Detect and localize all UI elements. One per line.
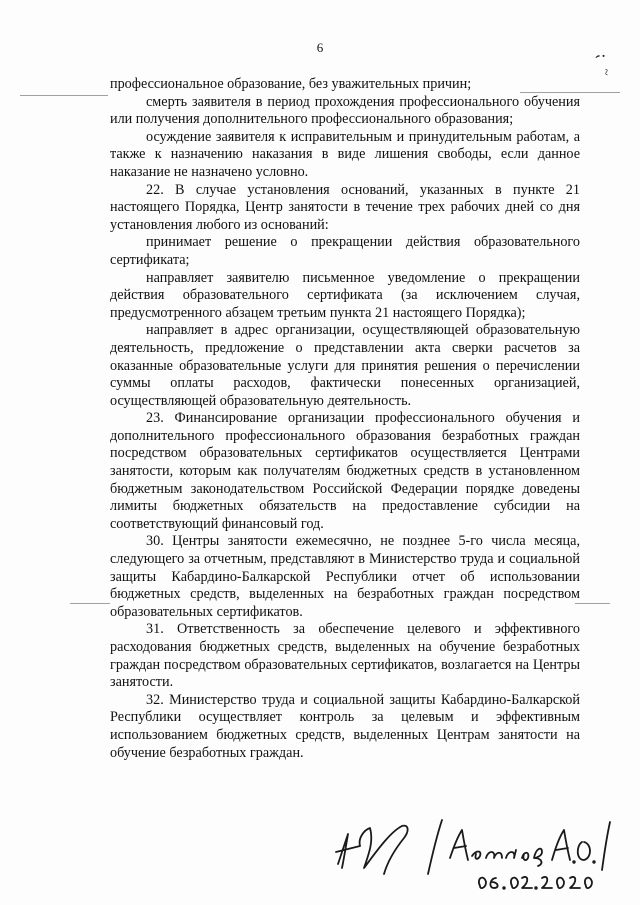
margin-mark: ~ bbox=[599, 68, 615, 76]
paragraph: 23. Финансирование организации профессионального обучения и дополнительного профессионального образования безработных граждан посредством образовательных сертификатов осуществляется Центрами занятости, которым как получателям бюджетных средств в установленном бюджетным законодательством Российской Федерации порядке доведены лимиты бюджетных обязательств на предоставление субсидии на соответствующий финансовый год. bbox=[110, 410, 580, 532]
paragraph: осуждение заявителя к исправительным и принудительным работам, а также к назначению наказания в виде лишения свободы, если данное наказание не назначено условно. bbox=[110, 128, 580, 180]
page-number: 6 bbox=[316, 40, 324, 55]
paragraph: направляет в адрес организации, осуществляющей образовательную деятельность, предложение о представлении акта сверки расчетов за оказанные образовательные услуги для принятия решения о перечислении суммы оплаты расходов, фактически понесенных организацией, осуществляющей образовательную деятельность. bbox=[110, 322, 580, 409]
paragraph: 31. Ответственность за обеспечение целевого и эффективного расходования бюджетных средств, выделенных на обучение безработных граждан посредством образовательных сертификатов, возлагается на Центры занятости. bbox=[110, 621, 580, 691]
scan-artifact-line bbox=[70, 603, 110, 604]
scan-artifact-line bbox=[575, 603, 610, 604]
signature-drawing bbox=[330, 812, 620, 892]
scan-artifact-line bbox=[20, 95, 108, 96]
paragraph: 32. Министерство труда и социальной защиты Кабардино-Балкарской Республики осуществляет контроль за целевым и эффективным использованием бюджетных средств, выделенных Центрам занятости на обучение безработных граждан. bbox=[110, 691, 580, 761]
document-body bbox=[110, 76, 580, 762]
margin-mark: ⁏ bbox=[593, 53, 611, 59]
paragraph: профессиональное образование, без уважительных причин; bbox=[110, 76, 472, 92]
paragraph: смерть заявителя в период прохождения профессионального обучения или получения дополнительного профессионального образования; bbox=[110, 93, 580, 128]
paragraph: 30. Центры занятости ежемесячно, не позднее 5-го числа месяца, следующего за отчетным, представляют в Министерство труда и социальной защиты Кабардино-Балкарской Республики отчет об использовании бюджетных средств, выделенных на безработных граждан посредством образовательных сертификатов. bbox=[110, 533, 580, 620]
paragraph: направляет заявителю письменное уведомление о прекращении действия образовательного сертификата (за исключением случая, предусмотренного абзацем третьим пункта 21 настоящего Порядка); bbox=[110, 269, 580, 321]
handwritten-signature bbox=[330, 812, 620, 892]
paragraph: принимает решение о прекращении действия образовательного сертификата; bbox=[110, 234, 580, 268]
paragraph: 22. В случае установления оснований, указанных в пункте 21 настоящего Порядка, Центр занятости в течение трех рабочих дней со дня установления любого из оснований: bbox=[110, 181, 580, 233]
